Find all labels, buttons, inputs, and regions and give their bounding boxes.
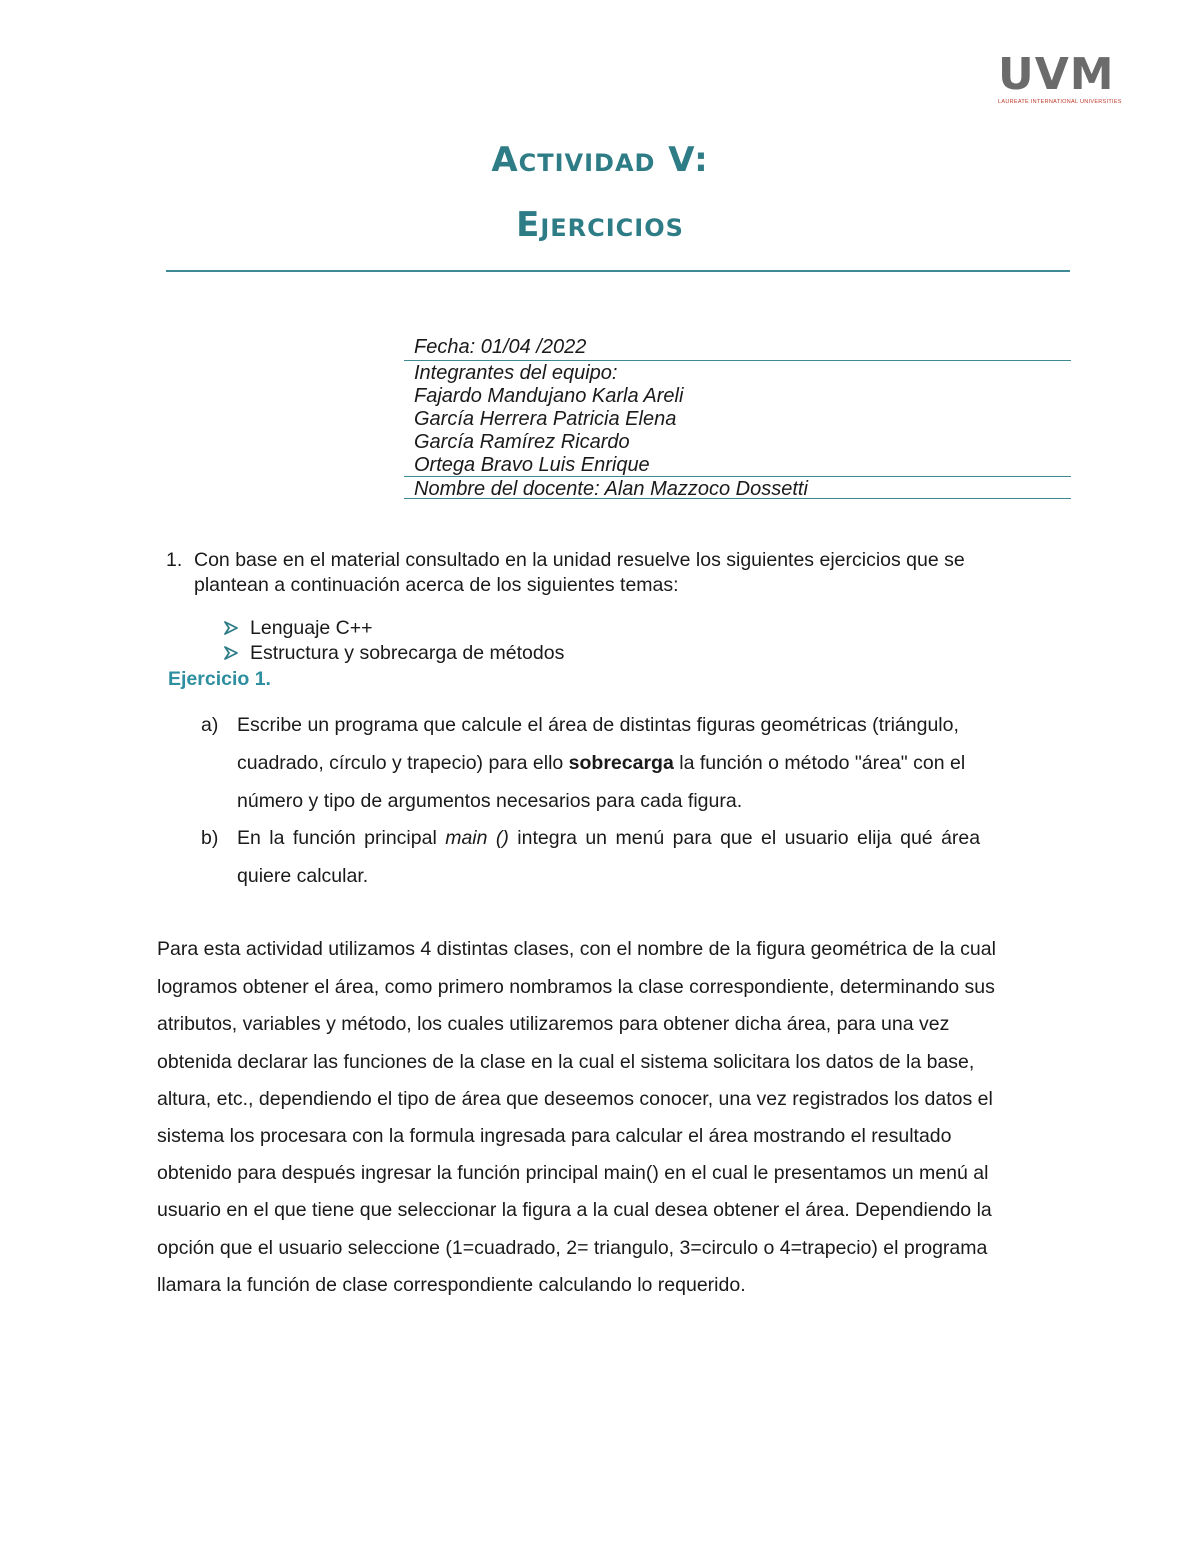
sub-item-a-line-3: número y tipo de argumentos necesarios para cada figura. xyxy=(237,790,743,812)
title-divider xyxy=(166,270,1070,272)
text-span: integra un menú para que el usuario elija qué área xyxy=(508,827,981,849)
member-name: Ortega Bravo Luis Enrique xyxy=(414,454,650,476)
paragraph-line: logramos obtener el área, como primero nombramos la clase correspondiente, determinando sus xyxy=(157,976,995,998)
paragraph-line: usuario en el que tiene que seleccionar la figura a la cual desea obtener el área. Dependiendo la xyxy=(157,1199,992,1221)
paragraph-line: altura, etc., dependiendo el tipo de área que deseemos conocer, una vez registrados los datos el xyxy=(157,1088,993,1110)
member-name: García Ramírez Ricardo xyxy=(414,431,630,453)
item-number: 1. xyxy=(166,549,183,571)
logo-tagline: LAUREATE INTERNATIONAL UNIVERSITIES xyxy=(998,99,1122,105)
info-divider-1 xyxy=(404,360,1071,361)
info-divider-3 xyxy=(404,498,1071,499)
uvm-logo xyxy=(998,49,1122,108)
item-text-line-1: Con base en el material consultado en la unidad resuelve los siguientes ejercicios que se xyxy=(194,549,965,571)
arrow-bullet-icon xyxy=(224,646,238,660)
bold-term: sobrecarga xyxy=(568,752,674,774)
paragraph-line: sistema los procesara con la formula ingresada para calcular el área mostrando el resultado xyxy=(157,1125,952,1147)
member-name: Fajardo Mandujano Karla Areli xyxy=(414,385,684,407)
text-span: En la función principal xyxy=(237,827,446,849)
logo-text: UVM xyxy=(998,49,1115,100)
paragraph-line: llamara la función de clase correspondiente calculando lo requerido. xyxy=(157,1274,746,1296)
title-line-2: Ejercicios xyxy=(516,205,684,245)
fecha-field: Fecha: 01/04 /2022 xyxy=(414,336,587,358)
paragraph-line: opción que el usuario seleccione (1=cuadrado, 2= triangulo, 3=circulo o 4=trapecio) el programa xyxy=(157,1237,988,1259)
arrow-bullet-icon xyxy=(224,621,238,635)
docente-field: Nombre del docente: Alan Mazzoco Dossetti xyxy=(414,478,808,500)
italic-term: main () xyxy=(445,827,509,849)
bullet-item: Lenguaje C++ xyxy=(250,617,373,639)
sub-item-a-line-2 xyxy=(237,752,965,775)
title-line-1: Actividad V: xyxy=(491,140,709,180)
paragraph-line: obtenida declarar las funciones de la clase en la cual el sistema solicitara los datos de la base, xyxy=(157,1051,975,1073)
sub-item-label: b) xyxy=(201,827,219,849)
item-text-line-2: plantean a continuación acerca de los siguientes temas: xyxy=(194,574,679,596)
text-span: la función o método "área" con el xyxy=(673,752,966,774)
sub-item-b-line-2: quiere calcular. xyxy=(237,865,369,887)
text-span: cuadrado, círculo y trapecio) para ello xyxy=(237,752,569,774)
integrantes-label: Integrantes del equipo: xyxy=(414,362,618,384)
member-name: García Herrera Patricia Elena xyxy=(414,408,677,430)
paragraph-line: atributos, variables y método, los cuales utilizaremos para obtener dicha área, para una vez xyxy=(157,1013,950,1035)
paragraph-line: obtenido para después ingresar la función principal main() en el cual le presentamos un menú al xyxy=(157,1162,989,1184)
sub-item-b-line-1 xyxy=(237,827,980,850)
info-divider-2 xyxy=(404,476,1071,477)
sub-item-a-line-1: Escribe un programa que calcule el área de distintas figuras geométricas (triángulo, xyxy=(237,714,959,736)
bullet-item: Estructura y sobrecarga de métodos xyxy=(250,642,565,664)
exercise-heading: Ejercicio 1. xyxy=(168,668,271,690)
paragraph-line: Para esta actividad utilizamos 4 distintas clases, con el nombre de la figura geométrica de la cual xyxy=(157,938,996,960)
sub-item-label: a) xyxy=(201,714,219,736)
